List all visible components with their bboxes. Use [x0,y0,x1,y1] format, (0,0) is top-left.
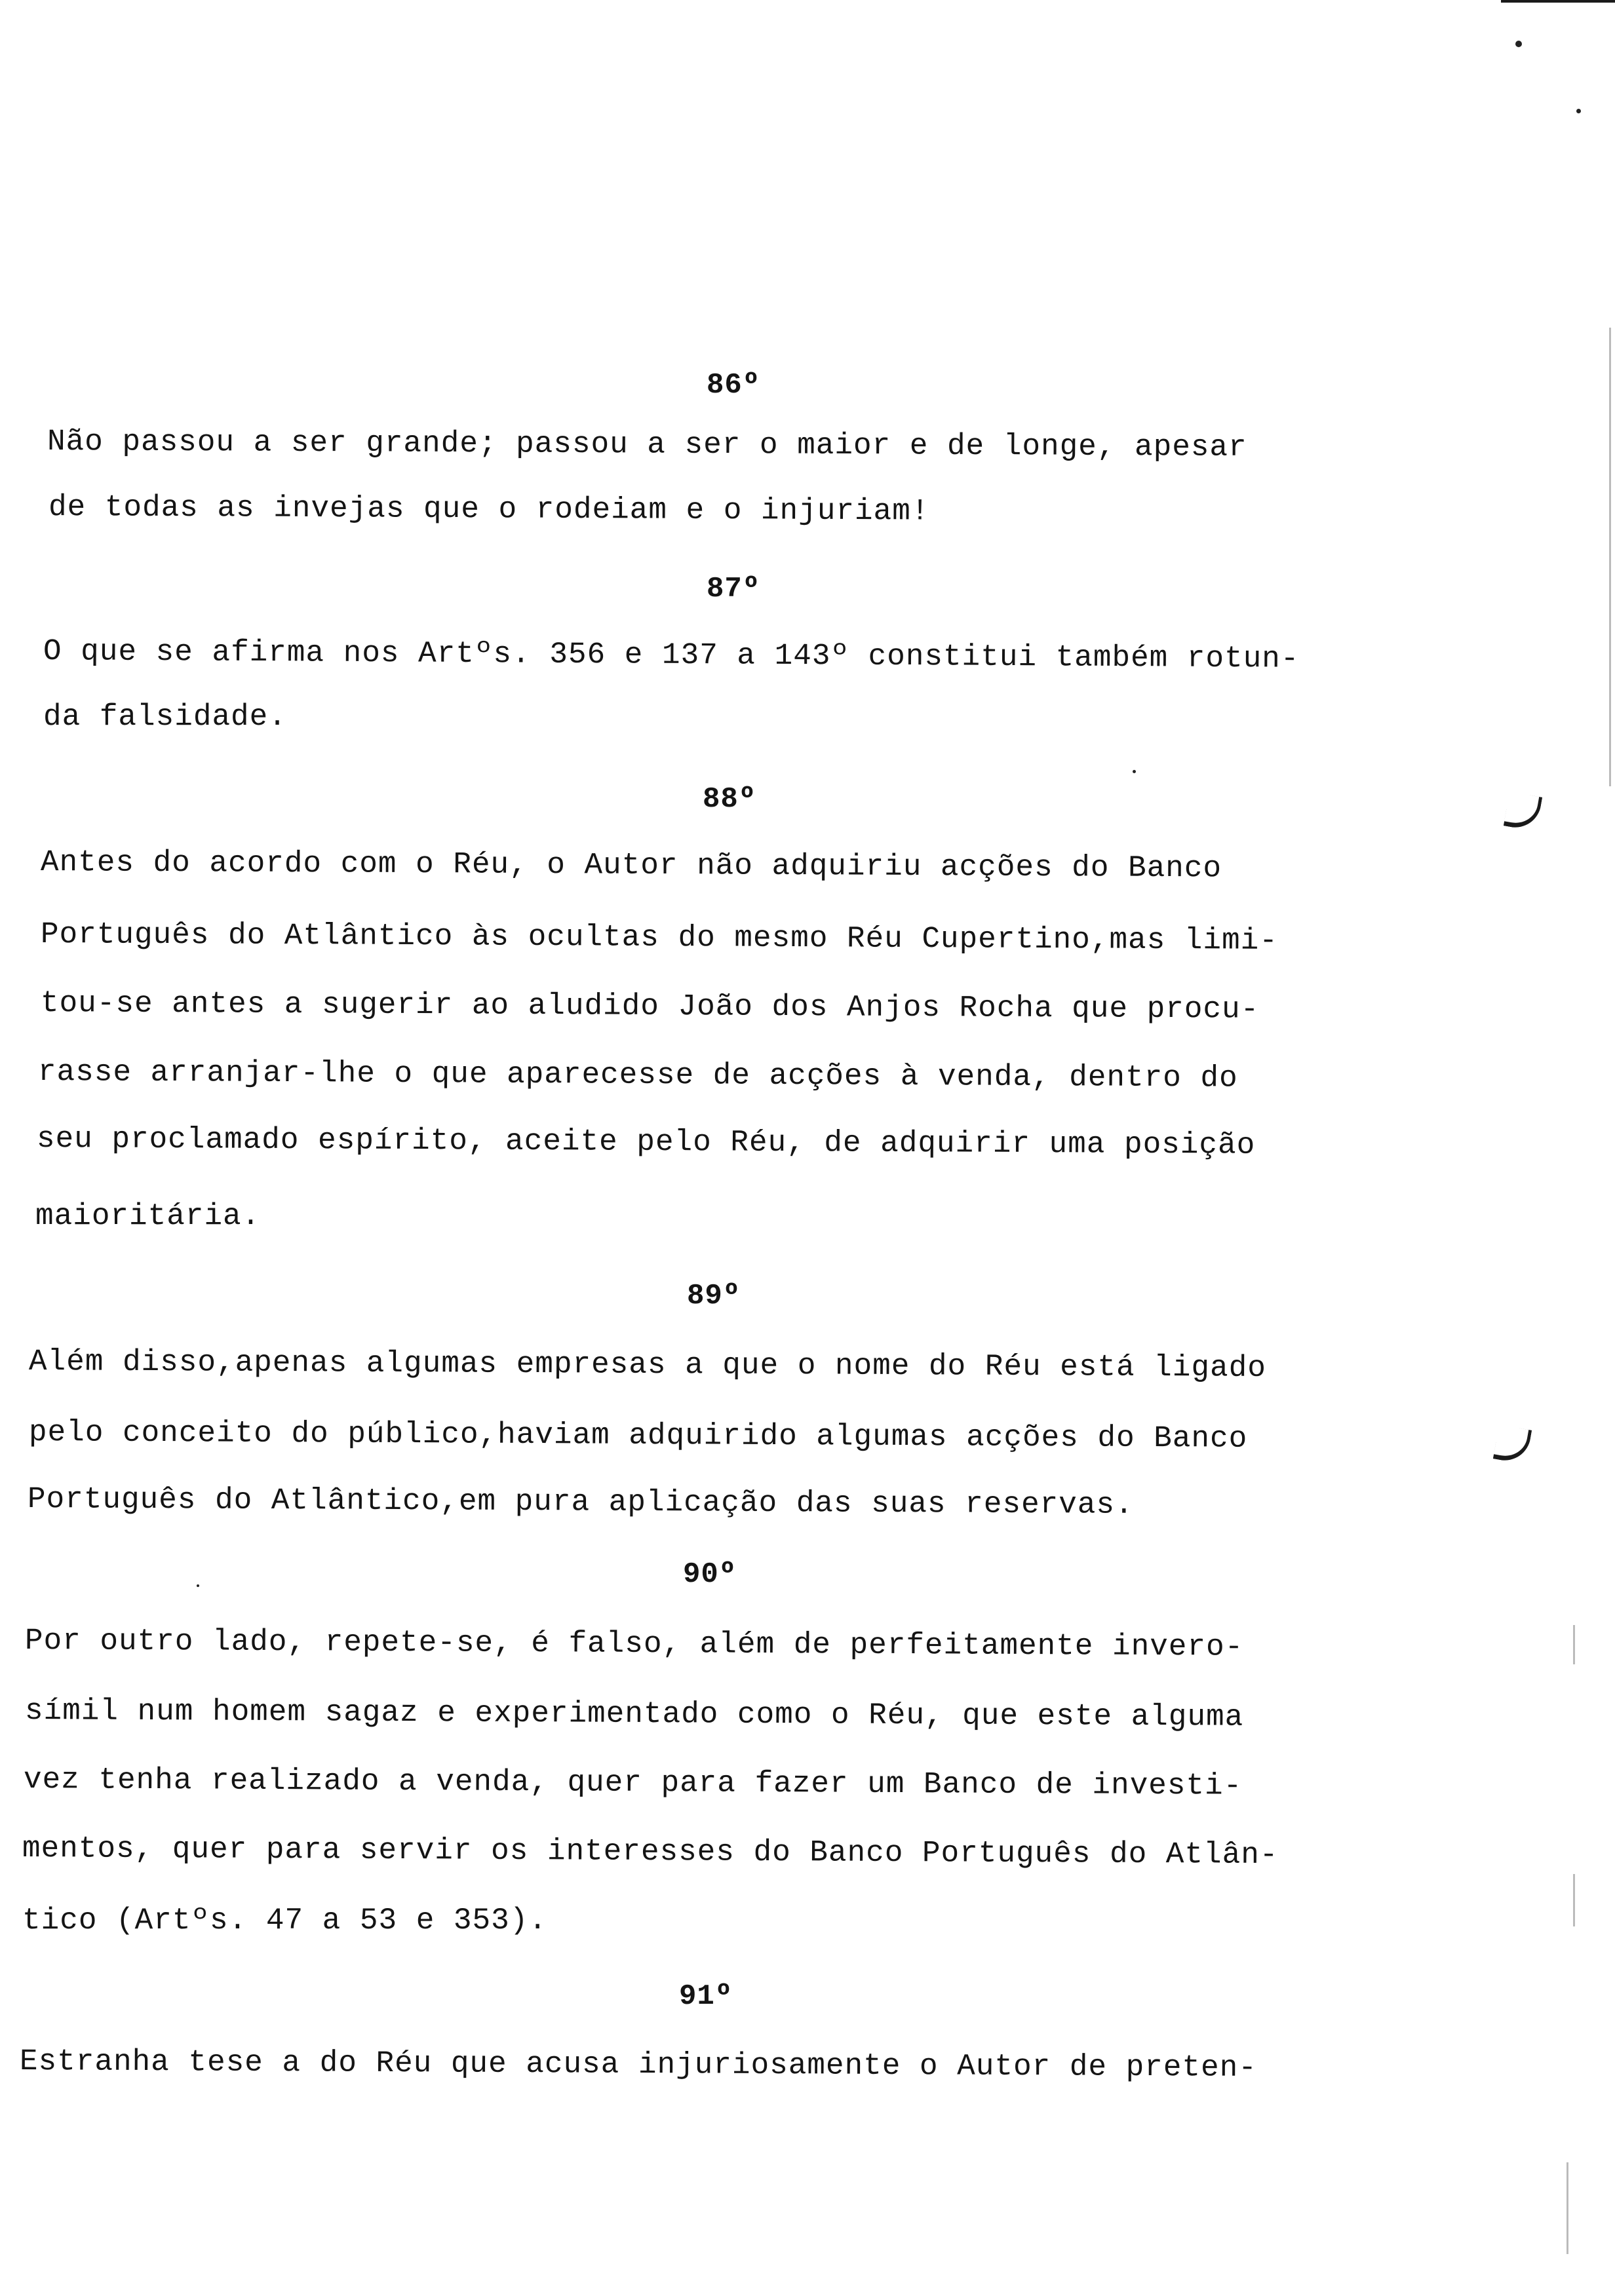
article-text-line: Por outro lado, repete-se, é falso, além de perfeitamente invero- [24,1624,1244,1664]
article-number: 91º [679,1980,733,2013]
article-number: 88º [703,783,757,816]
article-text-line: da falsidade. [43,700,287,734]
article-text-line: pelo conceito do público,haviam adquirido algumas acções do Banco [28,1415,1248,1456]
scan-speck [1576,109,1581,113]
article-text-line: Antes do acordo com o Réu, o Autor não adquiriu acções do Banco [40,845,1222,886]
scan-edge-line [1573,1625,1575,1664]
article-number: 89º [687,1280,741,1312]
article-text-line: tico (Artºs. 47 a 53 e 353). [22,1904,547,1938]
article-text-line: Estranha tese a do Réu que acusa injuriosamente o Autor de preten- [19,2044,1258,2085]
article-text-line: mentos, quer para servir os interesses do Banco Português do Atlân- [22,1831,1279,1873]
article-text-line: Não passou a ser grande; passou a ser o maior e de longe, apesar [47,425,1247,465]
article-text-line: símil num homem sagaz e experimentado como o Réu, que este alguma [24,1694,1244,1734]
scan-edge-line [1566,2162,1568,2254]
article-text-line: Além disso,apenas algumas empresas a que o nome do Réu está ligado [28,1345,1267,1385]
article-text-line: seu proclamado espírito, aceite pelo Réu, de adquirir uma posição [36,1122,1256,1162]
scan-speck [197,1584,199,1587]
article-text-line: maioritária. [35,1199,261,1233]
scan-edge-rule [1501,0,1615,3]
article-number: 90º [683,1558,737,1591]
article-text-line: O que se afirma nos Artºs. 356 e 137 a 143º constitui também rotun- [43,634,1300,676]
article-text-line: Português do Atlântico às ocultas do mesmo Réu Cupertino,mas limi- [40,917,1279,958]
article-text-line: vez tenha realizado a venda, quer para fazer um Banco de investi- [23,1763,1243,1803]
article-text-line: rasse arranjar-lhe o que aparecesse de acções à venda, dentro do [37,1055,1238,1096]
article-text-line: tou-se antes a sugerir ao aludido João dos Anjos Rocha que procu- [40,986,1260,1027]
scan-speck [1133,770,1136,773]
scan-edge-line [1609,328,1611,786]
article-number: 87º [707,573,761,605]
article-text-line: Português do Atlântico,em pura aplicação das suas reservas. [27,1482,1134,1522]
scan-speck [1515,41,1522,47]
scan-edge-line [1573,1874,1575,1926]
article-text-line: de todas as invejas que o rodeiam e o injuriam! [48,490,930,529]
article-number: 86º [707,369,761,402]
margin-mark [1493,1425,1532,1464]
margin-mark [1504,792,1542,832]
